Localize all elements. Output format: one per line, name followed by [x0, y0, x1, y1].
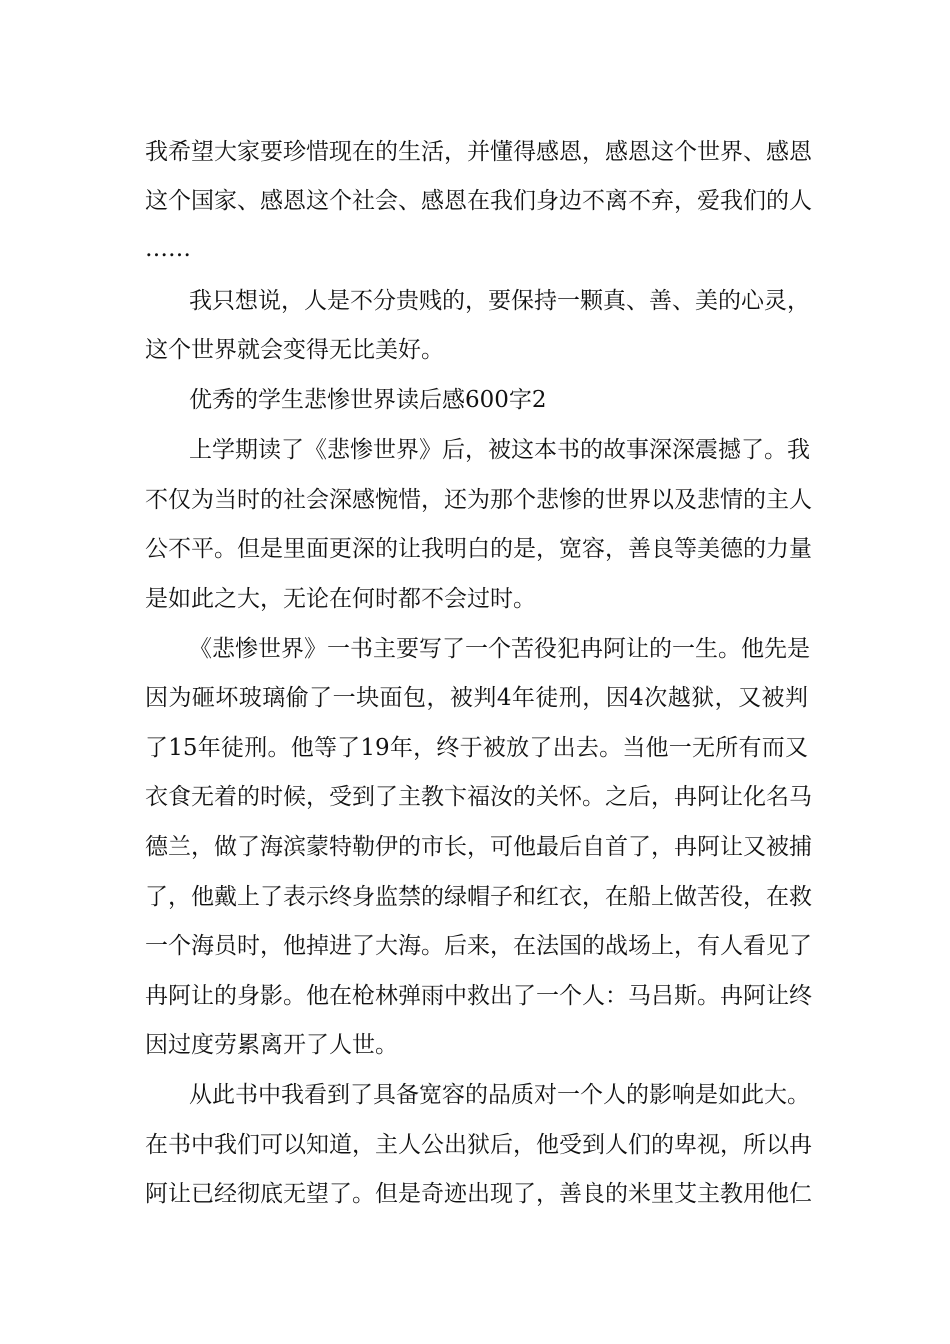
text-line: 公不平。但是里面更深的让我明白的是，宽容，善良等美德的力量 — [145, 536, 812, 562]
text-line: 衣食无着的时候，受到了主教卞福汝的关怀。之后，冉阿让化名马 — [145, 784, 812, 810]
text-line: 我希望大家要珍惜现在的生活，并懂得感恩，感恩这个世界、感恩 — [145, 139, 812, 165]
paragraph-first-line: 我只想说，人是不分贵贱的，要保持一颗真、善、美的心灵， — [189, 288, 810, 314]
text-line: 阿让已经彻底无望了。但是奇迹出现了，善良的米里艾主教用他仁 — [145, 1181, 812, 1207]
text-line: 了15年徒刑。他等了19年，终于被放了出去。当他一无所有而又 — [145, 735, 808, 761]
text-line: 一个海员时，他掉进了大海。后来，在法国的战场上，有人看见了 — [145, 933, 812, 959]
text-line: 是如此之大，无论在何时都不会过时。 — [145, 586, 536, 612]
text-line: 了，他戴上了表示终身监禁的绿帽子和红衣，在船上做苦役，在救 — [145, 884, 812, 910]
text-line: 这个世界就会变得无比美好。 — [145, 337, 444, 363]
text-line: …… — [145, 236, 191, 262]
text-line: 德兰，做了海滨蒙特勒伊的市长，可他最后自首了，冉阿让又被捕 — [145, 834, 812, 860]
text-line: 这个国家、感恩这个社会、感恩在我们身边不离不弃，爱我们的人 — [145, 188, 812, 214]
paragraph-first-line: 上学期读了《悲惨世界》后，被这本书的故事深深震撼了。我 — [189, 437, 810, 463]
text-line: 因为砸坏玻璃偷了一块面包，被判4年徒刑，因4次越狱，又被判 — [145, 685, 808, 711]
paragraph-first-line: 从此书中我看到了具备宽容的品质对一个人的影响是如此大。 — [189, 1082, 810, 1108]
text-line: 不仅为当时的社会深感惋惜，还为那个悲惨的世界以及悲情的主人 — [145, 487, 812, 513]
paragraph-first-line: 《悲惨世界》一书主要写了一个苦役犯冉阿让的一生。他先是 — [189, 636, 810, 662]
text-line: 冉阿让的身影。他在枪林弹雨中救出了一个人：马吕斯。冉阿让终 — [145, 983, 812, 1009]
section-heading: 优秀的学生悲惨世界读后感600字2 — [189, 387, 547, 413]
text-line: 在书中我们可以知道，主人公出狱后，他受到人们的卑视，所以冉 — [145, 1132, 812, 1158]
text-line: 因过度劳累离开了人世。 — [145, 1032, 398, 1058]
